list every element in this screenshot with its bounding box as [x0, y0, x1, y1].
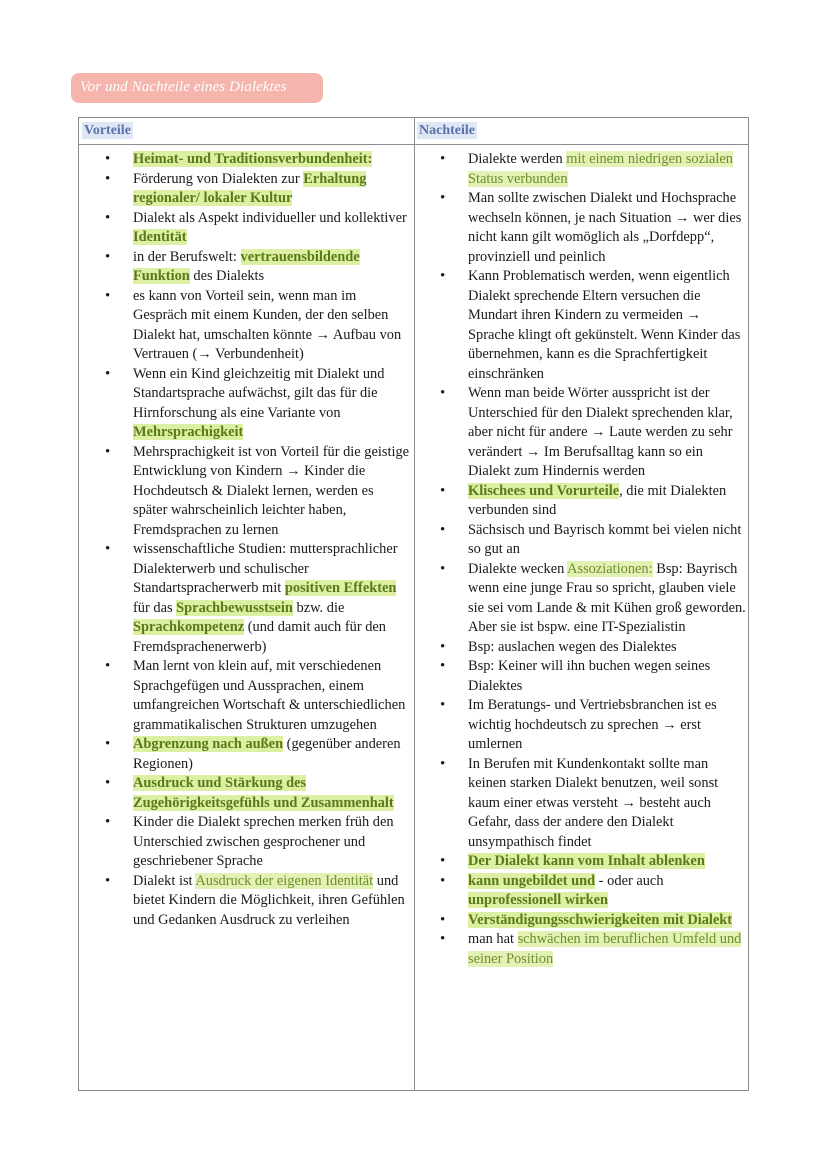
nachteil-item: • Kann Problematisch werden, wenn eigentlich Dialekt sprechende Eltern versuchen die Mundart ihren Kindern zu vermeiden → Sprache klingt oft gekünstelt. Wenn Kinder das übernehmen, kann es die Sprachfertigkeit einschränken: [468, 267, 746, 384]
vorteil-item: • in der Berufswelt: vertrauensbildende Funktion des Dialekts: [133, 248, 410, 287]
nachteil-item: • Sächsisch und Bayrisch kommt bei vielen nicht so gut an: [468, 521, 746, 560]
nachteil-item: • Dialekte werden mit einem niedrigen sozialen Status verbunden: [468, 150, 746, 189]
vorteil-item: • Heimat- und Traditionsverbundenheit:: [133, 150, 410, 170]
vorteil-item: • Kinder die Dialekt sprechen merken früh den Unterschied zwischen gesprochener und geschriebener Sprache: [133, 813, 410, 872]
header-divider: [78, 144, 749, 145]
vorteil-item: • Abgrenzung nach außen (gegenüber anderen Regionen): [133, 735, 410, 774]
nachteil-item: • In Berufen mit Kundenkontakt sollte man keinen starken Dialekt benutzen, weil sonst kaum einer etwas versteht → besteht auch Gefahr, dass der andere den Dialekt unsympathisch findet: [468, 755, 746, 853]
nachteil-item: • man hat schwächen im beruflichen Umfeld und seiner Position: [468, 930, 746, 969]
page-title: Vor und Nachteile eines Dialektes: [80, 79, 287, 95]
nachteil-item: • Man sollte zwischen Dialekt und Hochsprache wechseln können, je nach Situation → wer dies nicht kann gilt womöglich als „Dorfdepp“, provinziell und peinlich: [468, 189, 746, 267]
nachteil-item: • Im Beratungs- und Vertriebsbranchen ist es wichtig hochdeutsch zu sprechen → erst umlernen: [468, 696, 746, 755]
vorteil-item: • es kann von Vorteil sein, wenn man im Gespräch mit einem Kunden, der den selben Dialekt hat, umschalten könnte → Aufbau von Vertrauen (→ Verbundenheit): [133, 287, 410, 365]
vorteil-item: • Mehrsprachigkeit ist von Vorteil für die geistige Entwicklung von Kindern → Kinder die Hochdeutsch & Dialekt lernen, werden es später wahrscheinlich leichter haben, Fremdsprachen zu lernen: [133, 443, 410, 541]
nachteil-item: • Wenn man beide Wörter ausspricht ist der Unterschied für den Dialekt sprechenden klar, aber nicht für andere → Laute werden zu sehr verändert → Im Berufsalltag kann so ein Dialekt zum Hindernis werden: [468, 384, 746, 482]
vorteil-item: • Man lernt von klein auf, mit verschiedenen Sprachgefügen und Aussprachen, einem umfangreichen Wortschaft & unterschiedlichen grammatikalischen Strukturen umzugehen: [133, 657, 410, 735]
vorteil-item: • Förderung von Dialekten zur Erhaltung regionaler/ lokaler Kultur: [133, 170, 410, 209]
vorteil-item: • Dialekt als Aspekt individueller und kollektiver Identität: [133, 209, 410, 248]
nachteil-item: • Bsp: auslachen wegen des Dialektes: [468, 638, 746, 658]
vorteil-item: • Dialekt ist Ausdruck der eigenen Identität und bietet Kindern die Möglichkeit, ihren Gefühlen und Gedanken Ausdruck zu verleihen: [133, 872, 410, 931]
vorteile-column: [133, 150, 410, 930]
vorteil-item: • Wenn ein Kind gleichzeitig mit Dialekt und Standartsprache aufwächst, gilt das für die Hirnforschung als eine Variante von Mehrsprachigkeit: [133, 365, 410, 443]
nachteil-item: • Bsp: Keiner will ihn buchen wegen seines Dialektes: [468, 657, 746, 696]
header-nachteile: Nachteile: [419, 123, 475, 138]
nachteil-item: • Verständigungsschwierigkeiten mit Dialekt: [468, 911, 746, 931]
vorteil-item: • wissenschaftliche Studien: muttersprachlicher Dialekterwerb und schulischer Standartspracherwerb mit positiven Effekten für das Sprachbewusstsein bzw. die Sprachkompetenz (und damit auch für den Fremdsprachenerwerb): [133, 540, 410, 657]
header-vorteile: Vorteile: [84, 123, 131, 138]
nachteil-item: • kann ungebildet und - oder auch unprofessionell wirken: [468, 872, 746, 911]
nachteil-item: • Der Dialekt kann vom Inhalt ablenken: [468, 852, 746, 872]
nachteil-item: • Klischees und Vorurteile, die mit Dialekten verbunden sind: [468, 482, 746, 521]
vorteil-item: • Ausdruck und Stärkung des Zugehörigkeitsgefühls und Zusammenhalt: [133, 774, 410, 813]
nachteil-item: • Dialekte wecken Assoziationen: Bsp: Bayrisch wenn eine junge Frau so spricht, glauben viele sie sei vom Lande & mit Kühen groß geworden. Aber sie ist bspw. eine IT-Spezialistin: [468, 560, 746, 638]
nachteile-column: [468, 150, 746, 969]
column-divider: [414, 117, 415, 1091]
